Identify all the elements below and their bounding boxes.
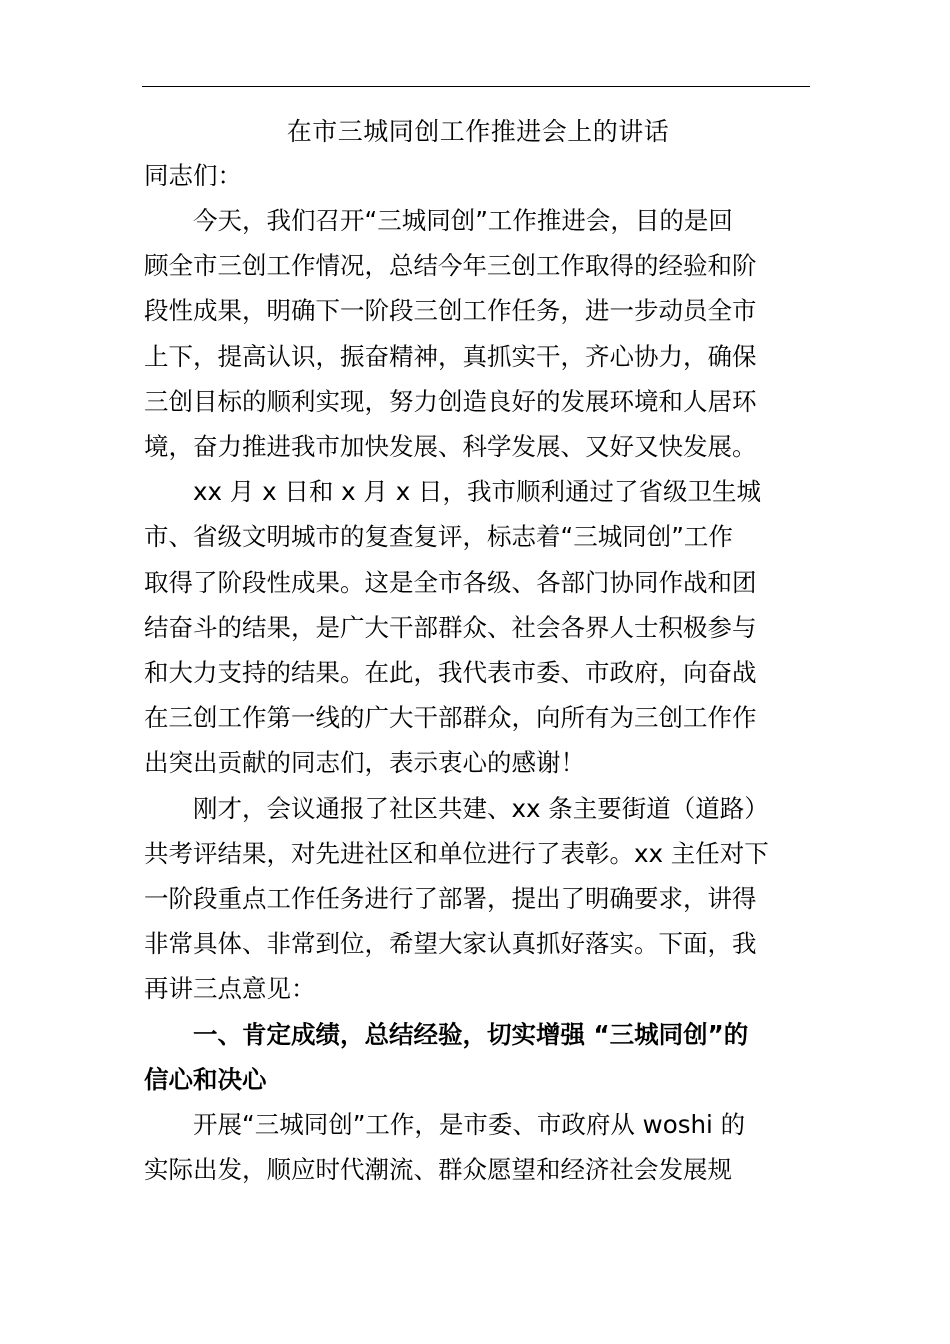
paragraph-2: [144, 469, 812, 785]
paragraph-line: 段性成果，明确下一阶段三创工作任务，进一步动员全市: [144, 296, 757, 326]
header-rule: [142, 86, 810, 87]
paragraph-line: 一阶段重点工作任务进行了部署，提出了明确要求，讲得: [144, 884, 757, 914]
paragraph-line: 共考评结果，对先进社区和单位进行了表彰。xx 主任对下: [144, 838, 769, 868]
paragraph-line: 刚才，会议通报了社区共建、xx 条主要街道（道路）: [193, 793, 769, 823]
paragraph-line: 再讲三点意见：: [144, 974, 316, 1004]
paragraph-line: 实际出发，顺应时代潮流、群众愿望和经济社会发展规: [144, 1155, 732, 1185]
section-heading-line: 一、肯定成绩，总结经验，切实增强 “三城同创”的: [193, 1019, 749, 1049]
paragraph-line: 在三创工作第一线的广大干部群众，向所有为三创工作作: [144, 703, 757, 733]
paragraph-1: [144, 198, 812, 469]
paragraph-line: 境，奋力推进我市加快发展、科学发展、又好又快发展。: [144, 432, 757, 462]
section-heading: [144, 1012, 812, 1102]
document-title: 在市三城同创工作推进会上的讲话: [286, 117, 670, 146]
paragraph-3: [144, 786, 812, 1012]
paragraph-line: 非常具体、非常到位，希望大家认真抓好落实。下面，我: [144, 929, 757, 959]
paragraph-line: 今天，我们召开“三城同创”工作推进会，目的是回: [193, 206, 733, 235]
paragraph-line: 出突出贡献的同志们，表示衷心的感谢！: [144, 748, 585, 778]
section-paragraph: [144, 1102, 812, 1192]
salutation: 同志们：: [144, 161, 242, 190]
section-heading-line: 信心和决心: [144, 1064, 267, 1094]
paragraph-line: 结奋斗的结果，是广大干部群众、社会各界人士积极参与: [144, 612, 757, 642]
paragraph-line: 三创目标的顺利实现，努力创造良好的发展环境和人居环: [144, 386, 757, 416]
paragraph-line: 取得了阶段性成果。这是全市各级、各部门协同作战和团: [144, 567, 757, 597]
paragraph-line: 市、省级文明城市的复查复评，标志着“三城同创”工作: [144, 522, 733, 552]
paragraph-line: 和大力支持的结果。在此，我代表市委、市政府，向奋战: [144, 658, 757, 688]
paragraph-line: 顾全市三创工作情况，总结今年三创工作取得的经验和阶: [144, 251, 757, 281]
paragraph-line: xx 月 x 日和 x 月 x 日，我市顺利通过了省级卫生城: [193, 477, 762, 507]
document-body: [144, 110, 812, 1192]
paragraph-line: 开展“三城同创”工作，是市委、市政府从 woshi 的: [193, 1110, 746, 1140]
paragraph-line: 上下，提高认识，振奋精神，真抓实干，齐心协力，确保: [144, 341, 757, 371]
